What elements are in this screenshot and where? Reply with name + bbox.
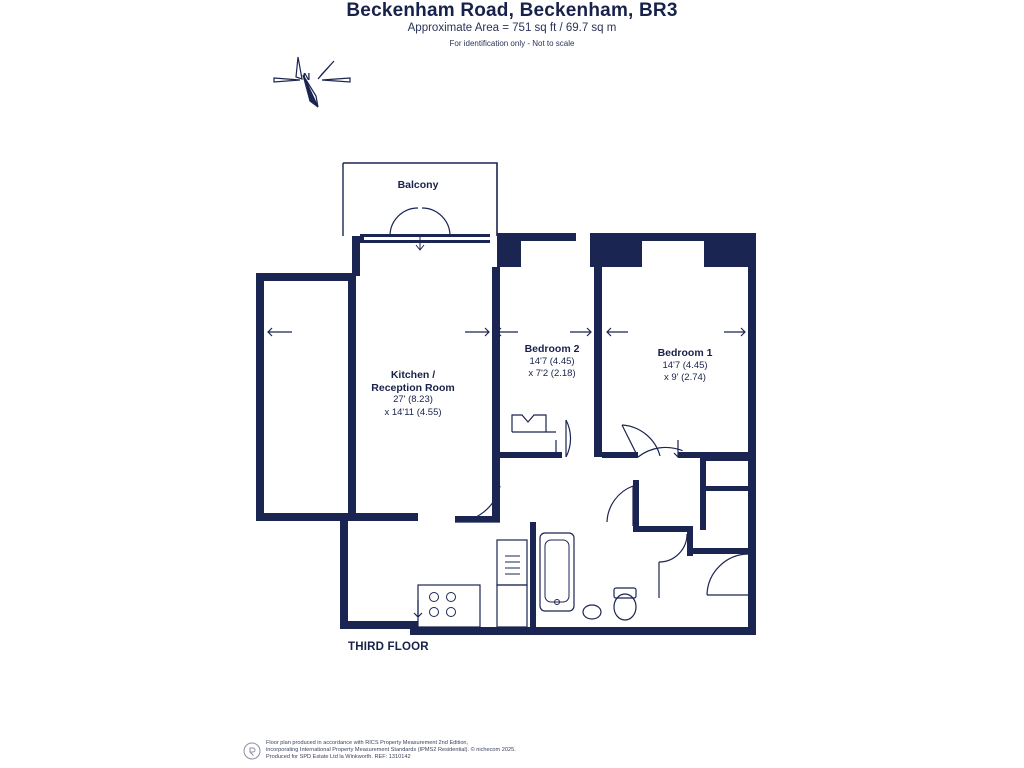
room-label-kitchen-reception (318, 369, 508, 419)
room-name-kitchen-line1: Kitchen / (390, 369, 436, 381)
approximate-area: Approximate Area = 751 sq ft / 69.7 sq m (407, 22, 617, 34)
room-dim-bedroom-1-line2: x 9' (2.74) (664, 372, 706, 383)
footer-line-2: incorporating International Property Measurement Standards (IPMS2 Residential). © nichecom 2025. (266, 747, 516, 754)
floor-label: THIRD FLOOR (348, 641, 429, 653)
wall-mass (256, 233, 756, 635)
room-name-balcony: Balcony (397, 179, 439, 191)
room-label-balcony (368, 179, 468, 192)
room-name-kitchen-line2: Reception Room (371, 381, 455, 394)
room-label-bedroom-2 (487, 343, 617, 381)
room-dim-bedroom-2-line2: x 7'2 (2.18) (528, 368, 576, 379)
rics-badge-icon (243, 742, 261, 760)
room-dim-kitchen-line2: x 14'11 (4.55) (384, 406, 442, 418)
room-name-bedroom-1: Bedroom 1 (657, 347, 713, 359)
compass-north-label: N (303, 72, 311, 83)
room-name-bedroom-2: Bedroom 2 (524, 343, 580, 355)
footer-line-1: Floor plan produced in accordance with RICS Property Measurement 2nd Edition, (266, 740, 469, 746)
room-dim-kitchen-line1: 27' (8.23) (393, 394, 433, 405)
room-label-bedroom-1 (620, 347, 750, 385)
footer-credits (266, 740, 686, 762)
identification-disclaimer: For identification only - Not to scale (449, 39, 575, 48)
room-dim-bedroom-2-line1: 14'7 (4.45) (529, 355, 575, 367)
room-dim-bedroom-1-line1: 14'7 (4.45) (662, 359, 708, 371)
page-title: Beckenham Road, Beckenham, BR3 (346, 0, 678, 21)
footer-line-3: Produced for SPD Estate Ltd la Winkworth. REF: 1310142 (266, 754, 411, 761)
